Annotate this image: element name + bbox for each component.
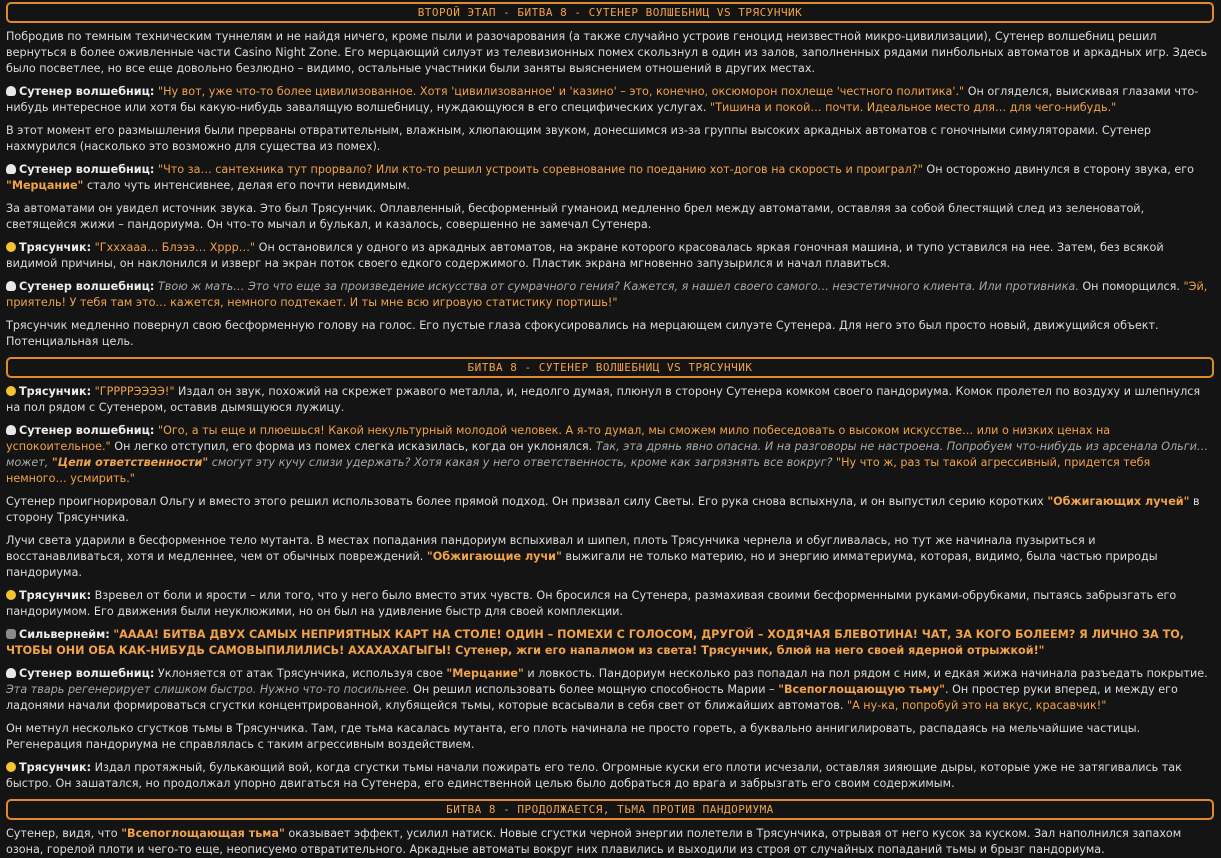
narration-paragraph: В этот момент его размышления были прерваны отвратительным, влажным, хлюпающим звуком, донесшимся из-за группы высоких аркадных автоматов с гоночными симуляторами. Сутенер нахмурился (насколько это возможно для существа из помех). (6, 124, 1152, 153)
speaker-name: Сутенер волшебниц: (19, 667, 155, 680)
text: Он легко отступил, его форма из помех слегка исказилась, когда он уклонялся. (110, 440, 596, 453)
narration-paragraph: Побродив по темным техническим туннелям и не найдя ничего, кроме пыли и разочарования (а также случайно устроив геноцид неизвестной микро-цивилизации), Сутенер волшебниц решил вернуться в более оживленные части Casino Night Zone. Его мерцающий силуэт из телевизионных помех скользнул в один из залов, заполненных рядами пинбольных автоматов и аркадных игр. Здесь было посветлее, но все еще довольно безлюдно – видимо, остальные участники были заняты выяснением отношений в других местах. (6, 30, 1208, 75)
angry-face-icon (6, 762, 16, 772)
speaker-name: Сутенер волшебниц: (19, 163, 155, 176)
text: Издал протяжный, булькающий вой, когда сгустки тьмы начали пожирать его тело. Огромные куски его плоти исчезали, оставляя зияющие дыры, которые уже не затягивались так быстро. Он зашатался, но продолжал упорно двигаться на Сутенера, его единственной целью было добраться до врага и забрызгать его своим содержимым. (6, 761, 1182, 790)
inner-thought: Так, эта дрянь явно опасна. И на разговоры не настроена. Попробуем что-нибудь из арсенала Ольги… может, (6, 440, 1209, 469)
dialogue-paragraph (6, 760, 1214, 792)
section-header: БИТВА 8 - ПРОДОЛЖАЕТСЯ, ТЬМА ПРОТИВ ПАНДОРИУМА (6, 799, 1214, 820)
narration-paragraph: Трясунчик медленно повернул свою бесформенную голову на голос. Его пустые глаза сфокусировались на мерцающем силуэте Сутенера. Для него это был просто новый, движущийся объект. Потенциальная цель. (6, 319, 1159, 348)
quote: "Ну вот, уже что-то более цивилизованное. Хотя 'цивилизованное' и 'казино' – это, конечно, оксюморон похлеще 'честного политика'." (157, 85, 965, 98)
quote: "Ну что ж, раз ты такой агрессивный, придется тебя немного… усмирить." (6, 456, 1151, 485)
text: выжигали не только материю, но и энергию имматериума, которая, видимо, была частью природы пандориума. (6, 550, 1158, 579)
quote: "Тишина и покой… почти. Идеальное место для… для чего-нибудь." (710, 101, 1117, 114)
speaker-name: Сильвернейм: (19, 628, 110, 641)
text: Он осторожно двинулся в сторону звука, его (922, 163, 1194, 176)
quote: "ГРРРРЭЭЭЭ!" (94, 385, 175, 398)
text: стало чуть интенсивнее, делая его почти невидимым. (83, 179, 410, 192)
speaker-name: Трясунчик: (19, 241, 92, 254)
text: . Он простер руки вперед, и между его ладонями начали формироваться сгустки концентрированной, клубящейся тьмы, которые всасывали в себя свет от ближайших автоматов. (6, 683, 1178, 712)
narration-paragraph (6, 826, 1214, 858)
ability-name: "Всепоглощающую тьму" (778, 683, 945, 696)
quote: "Что за… сантехника тут прорвало? Или кто-то решил устроить соревнование по поеданию хот-догов на скорость и проиграл?" (157, 163, 923, 176)
ghost-icon (6, 281, 16, 291)
quote: "Эй, приятель! У тебя там это… кажется, немного подтекает. И ты мне всю игровую статистику портишь!" (6, 280, 1208, 309)
inner-thought: смогут эту кучу слизи удержать? Хотя какая у него ответственность, кроме как загрязнять все вокруг? (208, 456, 833, 469)
quote: "АААА! БИТВА ДВУХ САМЫХ НЕПРИЯТНЫХ КАРТ НА СТОЛЕ! ОДИН – ПОМЕХИ С ГОЛОСОМ, ДРУГОЙ – ХОДЯЧАЯ БЛЕВОТИНА! ЧАТ, ЗА КОГО БОЛЕЕМ? Я ЛИЧНО ЗА ТО, ЧТОБЫ ОНИ ОБА КАК-НИБУДЬ САМОВЫПИЛИЛИСЬ! АХАХАХАГЫГЫ! Сутенер, жги его напалмом из света! Трясунчик, блюй на него своей ядерной отрыжкой!" (6, 628, 1184, 657)
text: Он остановился у одного из аркадных автоматов, на экране которого красовалась яркая гоночная машина, и тупо уставился на нее. Затем, без всякой видимой причины, он наклонился и изверг на экран поток своего едкого содержимого. Пластик экрана мгновенно запузырился и начал плавиться. (6, 241, 1164, 270)
quote: "Ого, а ты еще и плюешься! Какой некультурный молодой человек. А я-то думал, мы сможем мило побеседовать о высоком искусстве… или о низких ценах на успокоительное." (6, 424, 1111, 453)
narration-paragraph (6, 533, 1214, 581)
text: Он огляделся, выискивая глазами что-нибудь интересное или хотя бы какую-нибудь завалящую волшебницу, нуждающуюся в его специфических услугах. (6, 85, 1199, 114)
text: оказывает эффект, усилил натиск. Новые сгустки черной энергии полетели в Трясунчика, отрывая от него кусок за куском. Зал наполнился запахом озона, горелой плоти и чего-то еще, неописуемо отвратительного. Аркадные автоматы вокруг них плавились и выходили из строя от случайных попаданий тьмы и брызг пандориума. (6, 827, 1182, 856)
section-header: ВТОРОЙ ЭТАП - БИТВА 8 - СУТЕНЕР ВОЛШЕБНИЦ VS ТРЯСУНЧИК (6, 2, 1214, 23)
text: Уклоняется от атак Трясунчика, используя свое (154, 667, 447, 680)
ability-name: "Мерцание" (6, 179, 84, 192)
text: и ловкость. Пандориум несколько раз попадал на пол рядом с ним, и едкая жижа начинала разъедать покрытие. (523, 667, 1208, 680)
dialogue-paragraph (6, 666, 1214, 714)
ability-name: "Мерцание" (446, 667, 524, 680)
dialogue-paragraph (6, 279, 1214, 311)
angry-face-icon (6, 386, 16, 396)
ability-name: "Обжигающие лучи" (426, 550, 562, 563)
dialogue-paragraph (6, 423, 1214, 487)
text: в сторону Трясунчика. (6, 495, 1200, 524)
inner-thought: Твою ж мать… Это что еще за произведение искусства от сумрачного гения? Кажется, я нашел своего самого… неэстетичного клиента. Или противника. (157, 280, 1079, 293)
speaker-name: Трясунчик: (19, 385, 92, 398)
user-icon (6, 629, 16, 639)
angry-face-icon (6, 242, 16, 252)
text: Он решил использовать более мощную способность Марии – (409, 683, 779, 696)
ability-name: "Цепи ответственности" (51, 456, 209, 469)
dialogue-paragraph (6, 84, 1214, 116)
inner-thought: Эта тварь регенерирует слишком быстро. Нужно что-то посильнее. (6, 683, 410, 696)
narration-paragraph: Он метнул несколько сгустков тьмы в Трясунчика. Там, где тьма касалась мутанта, его плоть начинала не просто гореть, а буквально аннигилировать, распадаясь на мельчайшие частицы. Регенерация пандориума не справлялась с таким агрессивным воздействием. (6, 722, 1141, 751)
quote: "А ну-ка, попробуй это на вкус, красавчик!" (846, 699, 1107, 712)
ghost-icon (6, 425, 16, 435)
dialogue-paragraph (6, 162, 1214, 194)
dialogue-paragraph (6, 588, 1214, 620)
ghost-icon (6, 86, 16, 96)
speaker-name: Сутенер волшебниц: (19, 424, 155, 437)
narration-paragraph: За автоматами он увидел источник звука. Это был Трясунчик. Оплавленный, бесформенный гуманоид медленно брел между автоматами, оставляя за собой блестящий след из зеленоватой, светящейся жижи – пандориума. Он что-то мычал и булькал, и казалось, совершенно не замечал Сутенера. (6, 202, 1145, 231)
angry-face-icon (6, 590, 16, 600)
text: Сутенер проигнорировал Ольгу и вместо этого решил использовать более прямой подход. Он призвал силу Светы. Его рука снова вспыхнула, и он выпустил серию коротких (6, 495, 1048, 508)
text: Лучи света ударили в бесформенное тело мутанта. В местах попадания пандориум вспыхивал и шипел, плоть Трясунчика чернела и обугливалась, но тут же начинала пузыриться и восстанавливаться, хотя и медленнее, чем от обычных повреждений. (6, 534, 1096, 563)
section-header: БИТВА 8 - СУТЕНЕР ВОЛШЕБНИЦ VS ТРЯСУНЧИК (6, 357, 1214, 378)
narration-paragraph (6, 494, 1214, 526)
quote: "Гхххааа… Блэээ… Хррр…" (94, 241, 256, 254)
dialogue-paragraph (6, 384, 1214, 416)
text: Издал он звук, похожий на скрежет ржавого металла, и, недолго думая, плюнул в сторону Сутенера комком своего пандориума. Комок пролетел по воздуху и шлепнулся на пол рядом с Сутенером, оставив дымящуюся лужицу. (6, 385, 1201, 414)
text: Сутенер, видя, что (6, 827, 122, 840)
dialogue-paragraph (6, 240, 1214, 272)
ability-name: "Всепоглощающая тьма" (121, 827, 285, 840)
speaker-name: Сутенер волшебниц: (19, 85, 155, 98)
text: Он поморщился. (1078, 280, 1184, 293)
speaker-name: Сутенер волшебниц: (19, 280, 155, 293)
speaker-name: Трясунчик: (19, 761, 92, 774)
ability-name: "Обжигающих лучей" (1047, 495, 1190, 508)
dialogue-paragraph (6, 627, 1214, 659)
speaker-name: Трясунчик: (19, 589, 92, 602)
ghost-icon (6, 164, 16, 174)
text: Взревел от боли и ярости – или того, что у него было вместо этих чувств. Он бросился на Сутенера, размахивая своими бесформенными руками-обрубками, пытаясь забрызгать его пандориумом. Его движения были неуклюжими, но он был на удивление быстр для своей комплекции. (6, 589, 1177, 618)
ghost-icon (6, 668, 16, 678)
